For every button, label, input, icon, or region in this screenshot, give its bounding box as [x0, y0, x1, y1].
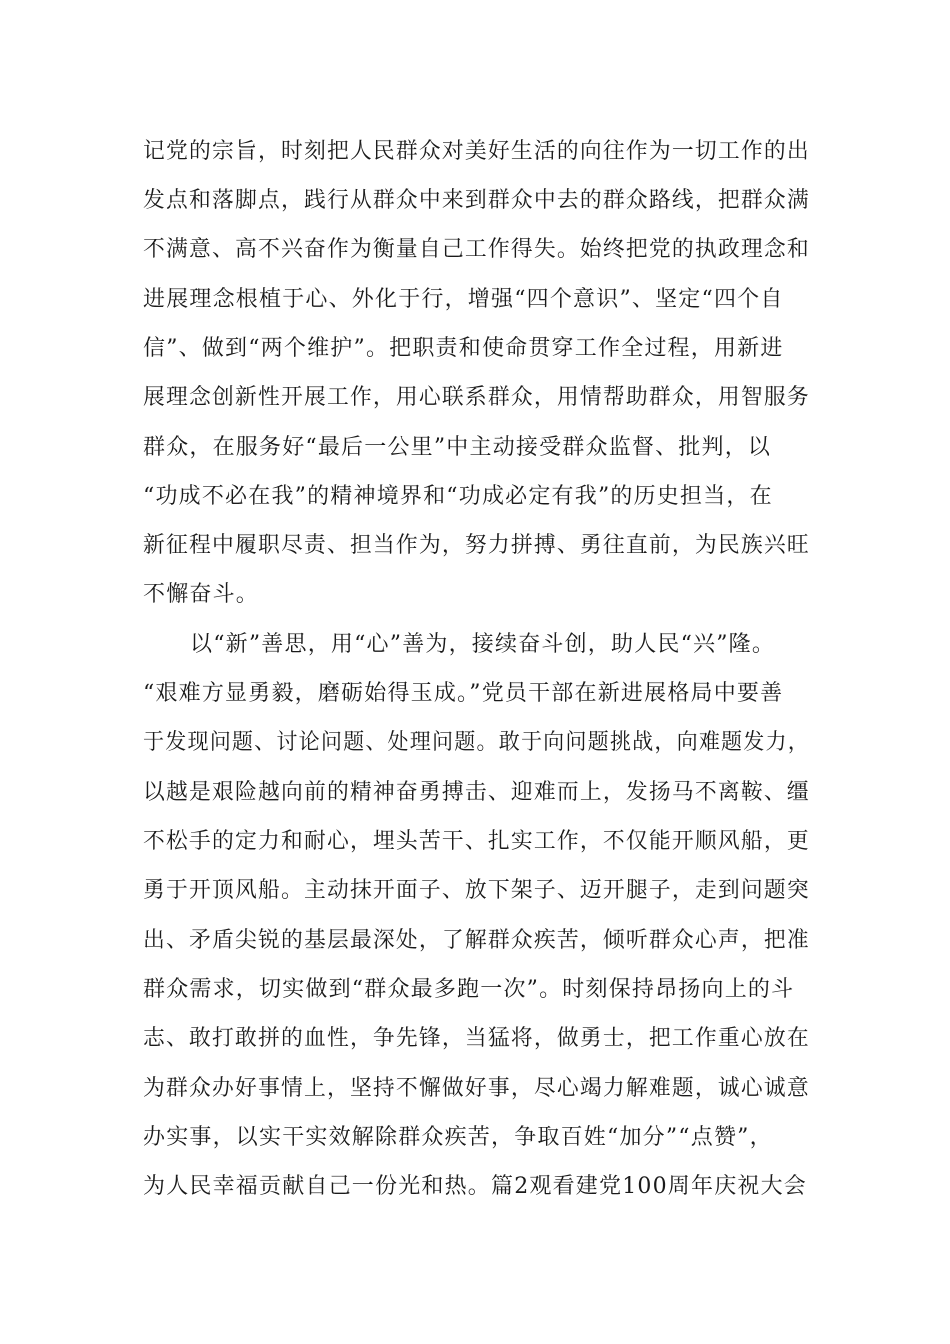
paragraph-start-line: 以“新”善思，用“心”善为，接续奋斗创，助人民“兴”隆。 — [190, 632, 776, 657]
text-line-15: 不松手的定力和耐心，埋头苦干、扎实工作，不仅能开顺风船，更 — [143, 829, 810, 854]
text-line-3: 不满意、高不兴奋作为衡量自己工作得失。始终把党的执政理念和 — [143, 237, 810, 262]
text-line-20: 为群众办好事情上，坚持不懈做好事，尽心竭力解难题，诚心诚意 — [143, 1076, 810, 1101]
text-line-10: 不懈奋斗。 — [143, 582, 260, 607]
text-line-4: 进展理念根植于心、外化于行，增强“四个意识”、坚定“四个自 — [143, 287, 784, 312]
text-line-21: 办实事，以实干实效解除群众疾苦，争取百姓“加分”“点赞”， — [143, 1125, 773, 1150]
text-line-6: 展理念创新性开展工作，用心联系群众，用情帮助群众，用智服务 — [143, 385, 810, 410]
text-line-22: 为人民幸福贡献自己一份光和热。篇2观看建党100周年庆祝大会 — [143, 1174, 807, 1199]
text-line-17: 出、矛盾尖锐的基层最深处，了解群众疾苦，倾听群众心声，把准 — [143, 928, 810, 953]
text-line-18: 群众需求，切实做到“群众最多跑一次”。时刻保持昂扬向上的斗 — [143, 977, 795, 1002]
text-line-5: 信”、做到“两个维护”。把职责和使命贯穿工作全过程，用新进 — [143, 336, 784, 361]
text-line-1: 记党的宗旨，时刻把人民群众对美好生活的向往作为一切工作的出 — [143, 139, 810, 164]
text-line-9: 新征程中履职尽责、担当作为，努力拼搏、勇往直前，为民族兴旺 — [143, 533, 810, 558]
text-line-14: 以越是艰险越向前的精神奋勇搏击、迎难而上，发扬马不离鞍、缰 — [143, 780, 810, 805]
text-line-13: 于发现问题、讨论问题、处理问题。敢于向问题挑战，向难题发力， — [143, 730, 810, 755]
text-line-12: “艰难方显勇毅，磨砺始得玉成。”党员干部在新进展格局中要善 — [143, 681, 784, 706]
text-line-19: 志、敢打敢拼的血性，争先锋，当猛将，做勇士，把工作重心放在 — [143, 1026, 810, 1051]
text-line-7: 群众，在服务好“最后一公里”中主动接受群众监督、批判，以 — [143, 435, 772, 460]
text-line-2: 发点和落脚点，践行从群众中来到群众中去的群众路线，把群众满 — [143, 188, 810, 213]
text-line-16: 勇于开顶风船。主动抹开面子、放下架子、迈开腿子，走到问题突 — [143, 878, 810, 903]
text-line-8: “功成不必在我”的精神境界和“功成必定有我”的历史担当，在 — [143, 484, 773, 509]
